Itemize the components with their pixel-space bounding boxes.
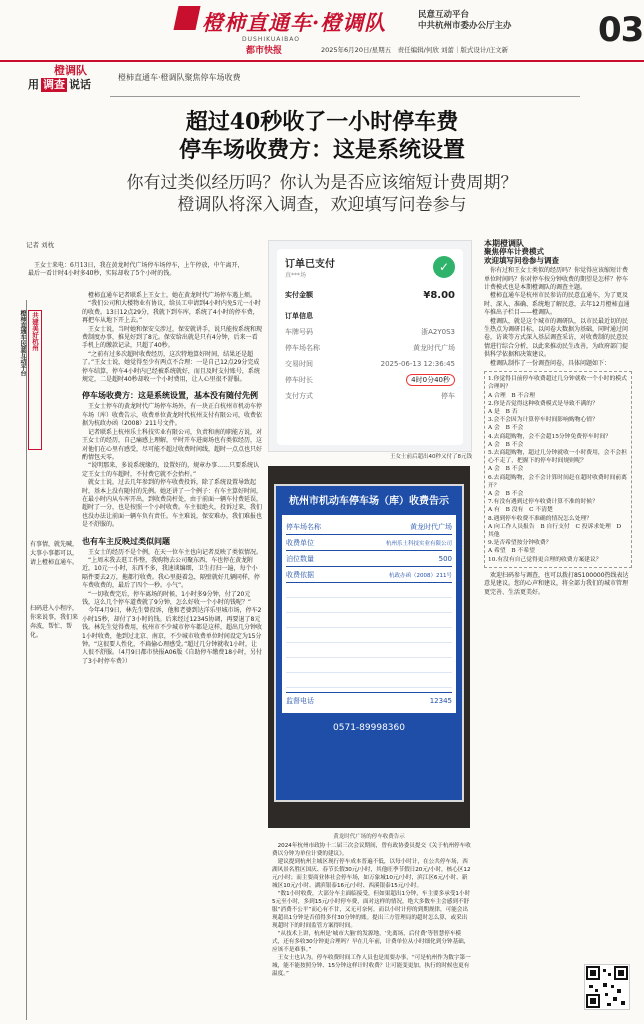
payment-screenshot	[268, 240, 472, 452]
row-value: 2025-06-13 12:36:45	[380, 360, 455, 368]
answer-options: A 有 B 没有 C 不清楚	[488, 507, 553, 514]
check-icon: ✓	[433, 256, 455, 278]
masthead-divider	[0, 60, 644, 62]
question: 9.是否希望按分钟收费？	[488, 540, 552, 547]
badge-survey: 调查	[43, 78, 65, 91]
sign-row-label: 泊位数量	[286, 554, 314, 563]
body-paragraph: “从技术上讲，杭州是‘城市大脑’的发源地，‘先离场，后付费’等智慧停车模式，还有多收30分钟更合理吗？早在几年前，计费单位从小时细化到分钟基础，应该不是难事。”	[272, 931, 470, 953]
photo2-caption: 黄龙时代广场的停车收费告示	[333, 834, 405, 840]
duration-highlight: 4时0分40秒	[406, 374, 455, 386]
sign-row-label: 收费依据	[286, 570, 314, 579]
sign-phone: 0571-89998360	[333, 723, 405, 733]
question: 7.有没有遇到过停车收费计算不准的时候？	[488, 499, 598, 506]
brand-logo-icon	[173, 6, 200, 30]
survey-paragraph: 橙调队制作了一份调查问卷，具体问题如下：	[490, 359, 611, 367]
headline-line-2: 停车场收费方：这是系统设置	[178, 137, 465, 163]
answer-options: A 会 B 不会	[488, 466, 524, 473]
order-section-title: 订单信息	[285, 312, 313, 320]
question: 1.你觉得目前停车收费超过几分钟就收一个小时的模式合理吗？	[488, 376, 627, 391]
slogan-box	[28, 310, 42, 450]
partner-line-2: 中共杭州市委办公厅主办	[418, 21, 512, 31]
reporter-byline: 记者 刘枕	[26, 241, 55, 249]
page-number: 03	[598, 10, 644, 50]
platform-vertical-text: 橙柿直通车民意互动平台	[19, 310, 26, 376]
row-label: 停车场名称	[285, 344, 320, 352]
question: 2.你是否觉得这种收费模式是导致不满的？	[488, 400, 598, 407]
sign-row-value: 12345	[429, 697, 452, 705]
sign-row-value: 黄龙时代广场	[410, 522, 452, 531]
row-label: 支付方式	[285, 392, 313, 400]
row-label: 停车时长	[285, 376, 313, 384]
photo1-caption: 王女士前后超出40秒又付了8元钱	[390, 454, 472, 460]
left-note-2: 扫码进入小程序，你来说事，我们来奔波，帮忙、帮化。	[30, 605, 79, 639]
survey-paragraph: 橙调队，就是这个城市的调研队，以市民最近切的民生热点为调研目标，以问卷大数据为基础，同时通过问卷，访谈等方式深入基层调查采访，对收费制的民意民情进行综合分析，以此来推动民生改善，为政府部门提供科学依据和决策建议。	[484, 317, 629, 359]
question: 3.会不会因为计算停车时间影响购物心情？	[488, 417, 598, 424]
body-paragraph: 建议提到杭州主城区现行停车成本普遍不低，以每小时计，在公共停车场，西湖风景名胜区国庆、春节长假30元/小时，其他旺季节假日20元/小时，核心区12元/小时；而主要商业体社会停车场，如万象城10元/小时，滨江区6元/小时、新城区10元/小时、湖滨银泰16元/小时、西溪银泰15元/小时。	[272, 859, 471, 889]
masthead-brand: 都市快报	[246, 46, 283, 56]
sign-row-label: 收费单位	[286, 538, 314, 547]
answer-options: A 会 B 不会	[488, 490, 524, 497]
body-paragraph: 记者联系上杭州乐土科技实业有限公司，负责和南的职能方说，对王女士的经历，自己痛感上理解，平时开车进商场也有类似经历，这对他们在心里有感受，尽可能不超过收费时间线，超时一点点也只好酌情包天零。	[82, 428, 263, 461]
deck-line-2: 橙调队将深入调查，欢迎填写问卷参与	[177, 195, 467, 215]
masthead	[0, 0, 644, 62]
survey-footer: 欢迎扫码参与调查，也可以拨打85100000热线表达意见建议。您的心声和建议，将全部力我们的城市管理更完善、生活更美好。	[484, 571, 629, 596]
questionnaire-box	[484, 371, 632, 568]
body-paragraph: “之前有过多次超时收费经历，这次特地算好时间，结果还是超了。”王女士说，她觉得至少有两点不合理：一是自己12点29分完成停车结算，停车4小时内已经被系统就好，而且及时支付账号，系统规定，二是超时40秒却收一个小时费用，让人心里很不舒服。	[82, 350, 260, 384]
badge-line-1: 橙调队	[54, 64, 87, 77]
qr-code-icon[interactable]	[584, 964, 630, 1010]
answer-options: A 合理 B 不合理	[488, 392, 535, 399]
sign-row-value: 500	[438, 554, 452, 563]
answer-options: A 会 B 不会	[488, 425, 524, 432]
body-paragraph: 王女士停车的黄龙时代广场停车场外，有一块正白杭州市机动车停车场（库）收费告示，收费单位黄龙时代杭州支付有限公司，收费依据为杭政办函（2008）211号文件。	[82, 403, 263, 428]
row-label: 车牌号码	[285, 328, 313, 336]
question: 5.去商超购物，超过几分钟就收一小时费用，会不会担心不走了，把握下的停车时间规则呢？	[488, 449, 627, 465]
order-status: 订单已支付	[285, 259, 335, 270]
answer-options: A 希望 B 不希望	[488, 548, 535, 555]
body-paragraph: 就女士说，过去几年参到的停车收费投诉，除了系统设置导致起时，基本上没有随付的先例。她还讲了一个例子：有车主算好时间，在最小时内从车库开出，到收费岗杆处，由于前面一辆车付费延误，超时了一分，也是按照一个小时收费。车主很绝火，投诉过来，我们也没办法让前面一辆车负有责任。车主难说，保安难办，我们难报也是不舒服的。	[82, 479, 263, 529]
body-paragraph: “上周末我去逛工作整，我购物去公司聚东西，车也停在黄龙附近，10元一小时，东西不多，我速谈编细，卫生打扫一遍，每个小隔件要去2万，拖都行收费。我心里挺着急，隔壁就好几辆同样，停车费收费的，最后了四个一秒。小气”。	[82, 556, 260, 590]
question: 8.遇到停车收费不准确的情况怎么处理？	[488, 515, 593, 522]
row-value: 黄龙时代广场	[413, 344, 455, 352]
body-paragraph: 今年4月9日，林先生曾投诉，他和老婆到达洋乐里城市场，停车2小时15秒，却付了3小时的钱。后来经过12345协调，再要退了8元钱。林先生觉得费用，杭州市不少城市停车都是这样，超出几分钟收1小时收费，他到过北京、南京，不少城市收费单位时间设定为15分钟。“这很要人性化，不扁偷心理感受。”超过几分钟就收1小时，让人很不舒服。（4月9日都市快报A06版《自助停车缴费18小时，另付了3小时停车费》）	[82, 607, 263, 665]
row-value: 停车	[441, 392, 455, 400]
left-note-1: 有事情，就先喊，大事小事都可以，请上橙柿直通车。	[30, 541, 79, 566]
question: 10.有没有自己觉得更合理的收费方案建议？	[488, 556, 602, 563]
body-paragraph: “一切收费完后，停车离场的时候，1小时多9分钟，付了20元钱，这么几个停车道费就了9分钟，怎么好收一个小时的钱呢？”	[82, 590, 251, 606]
answer-options: A 会 B 不会	[488, 441, 524, 448]
masthead-latin: DUSHIKUAIBAO	[242, 36, 300, 43]
column-badge	[28, 64, 114, 96]
body-column-1	[82, 292, 262, 666]
answer-options: A 向工作人员报告 B 自行支付 C 投诉求处理 D 其他	[488, 523, 622, 538]
slogan-text: 共建美好杭州	[31, 312, 39, 351]
paid-value: ¥8.00	[423, 289, 455, 301]
survey-paragraph: 你有过和王女士类似的经历吗？你觉得应该缩短计费单位时间吗？你对停车按分钟收费的期望是怎样？停车计费模式也是本期橙调队的调查主题。	[484, 267, 629, 292]
partner-text	[418, 10, 512, 32]
survey-paragraph: 橙柿直通车是杭州市民参访的民意直通车，为了更及时、深入、准确、系统地了解民意，去年12月橙柿直通车推出子栏目——橙调队。	[484, 292, 630, 317]
body-paragraph: 2024年杭州市政协十二届三次会议期间，曾有政协委员提交《关于杭州停车收费以分钟为单位计费的建议》。	[272, 843, 471, 857]
lead-paragraph: 王女士来电：6月13日，我在黄龙时代广场停车场停车，上午停放，中午离开，最后一看计时4小时多40秒，实际却收了5个小时的钱。	[28, 262, 244, 278]
body-paragraph: “数1小时收费，大部分车主面临接受，但如果超出1分钟，车主要多承受1小时5元至小时，多到15元/小时停车费，面对这样的情况，绝大多数车主会感到不舒服“消费不公平”而心有不甘，又无可奈何。而以小时计停的到期规律，可能会出现超出1分钟是否值得多付30分钟的账。提出三方管理局的超时怎么算，或采出现超时下的时间监管方案得时间。	[272, 891, 471, 929]
body-paragraph: 王女士的经历不是个例，在天一位车主也向记者反映了类似情况。	[88, 548, 263, 556]
row-value: 浙A2Y0S3	[421, 328, 455, 336]
survey-title: 本期橙调队	[484, 239, 524, 248]
body-paragraph: “我们公司和大楼物业有协议，给员工申请到4小时内免5元一小时的收费。13日12点29分，我就下到车库，系统了4小时的停车费，再把车从地下开上去。”	[82, 300, 261, 325]
sign-title: 杭州市机动车停车场（库）收费告示	[289, 496, 449, 507]
headline	[40, 108, 604, 164]
body-paragraph: 王女士说，当时她和保安交涉过，保安就讲手，说只能按系统和现费制度办事，推见好到了8元。保安给出就是只有4分钟，后来一看手机上的缴款记录，只超了40秒。	[82, 325, 263, 350]
order-sub: 真***场	[285, 272, 307, 279]
partner-line-1: 民意互动平台	[418, 10, 470, 20]
body-paragraph: 橙柿直通车记者联系上王女士，她在黄龙时代广场停车遇上烦。	[88, 292, 257, 299]
badge-speak: 说话	[69, 78, 91, 91]
sign-row-label: 监督电话	[286, 697, 314, 705]
subheading-2: 也有车主反映过类似问题	[82, 536, 170, 546]
headline-line-1: 超过40秒收了一小时停车费	[185, 109, 459, 135]
masthead-date: 2025年6月20日/星期五 责任编辑/何欣 刘蕾｜版式设计/庄文新	[321, 46, 509, 54]
sign-row-value: 杭政办函（2008）211号	[389, 572, 452, 579]
survey-sub-2: 欢迎填写问卷参与调查	[484, 255, 559, 265]
body-column-2	[272, 842, 472, 978]
headline-divider	[110, 96, 580, 97]
survey-column	[484, 240, 632, 597]
row-label: 交易时间	[285, 360, 313, 368]
deck-line-1: 你有过类似经历吗？你认为是否应该缩短计费周期？	[126, 173, 518, 193]
masthead-title: 橙柿直通车·橙调队	[202, 10, 387, 35]
fee-sign-photo	[268, 466, 470, 828]
sign-row-value: 杭州乐土科技实业有限公司	[385, 540, 452, 547]
fee-table-block	[286, 583, 452, 693]
answer-options: A 是 B 否	[488, 408, 518, 415]
body-paragraph: “说明那来，多说系统缘的，设置好的，规章办事……只要系统认定王女士的车超时，不付费它就不会抬杆。”	[82, 462, 260, 478]
deck	[40, 172, 604, 216]
sign-row-label: 停车场名称	[286, 522, 321, 531]
column-title: 橙柿直通车·橙调队聚焦停车场收费	[118, 73, 241, 82]
body-paragraph: 王女士也认为，停车收费时间工作人员也是需要办事，“可是杭州作为数字第一城，能不能按照分钟、15分钟这样计时收费？让可能变更加，执行的时候也更有温度。”	[272, 955, 471, 977]
subheading-1: 停车场收费方：这是系统设置，基本没有随付先例	[82, 391, 258, 401]
question: 6.去商超购物，会不会计算时间赶在超时收费时间前离开？	[488, 474, 627, 489]
badge-use: 用	[28, 78, 39, 91]
survey-sub-1: 聚焦停车计费模式	[484, 247, 544, 257]
paid-label: 实付金额	[285, 291, 313, 299]
question: 4.去商超购物，会不会超15分钟免费停车时间？	[488, 433, 612, 440]
